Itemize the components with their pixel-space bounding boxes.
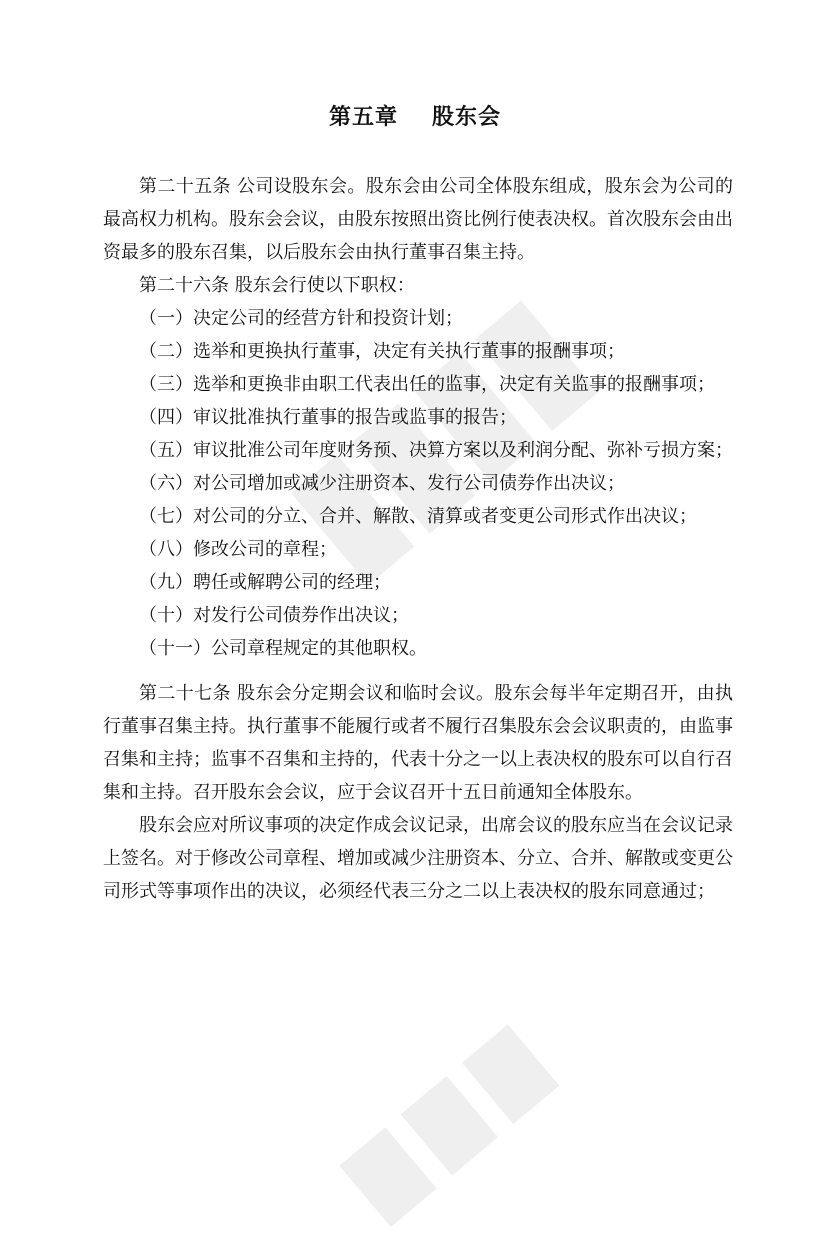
article-25: 第二十五条 公司设股东会。股东会由公司全体股东组成，股东会为公司的最高权力机构。股东会会议，由股东按照出资比例行使表决权。首次股东会由出资最多的股东召集，以后股东会由执行董事召集主持。 — [103, 176, 733, 263]
article-26-heading: 第二十六条 股东会行使以下职权： — [139, 275, 415, 296]
chapter-title — [0, 100, 830, 131]
document-body — [103, 170, 733, 908]
watermark-logo-bottom — [319, 951, 641, 1249]
article-26-item: （四）审议批准执行董事的报告或监事的报告； — [139, 407, 517, 428]
article-26-item: （二）选举和更换执行董事，决定有关执行董事的报酬事项； — [139, 341, 625, 362]
article-26-item: （三）选举和更换非由职工代表出任的监事，决定有关监事的报酬事项； — [139, 374, 715, 395]
article-26-item: （一）决定公司的经营方针和投资计划； — [139, 308, 463, 329]
article-27: 第二十七条 股东会分定期会议和临时会议。股东会每半年定期召开，由执行董事召集主持。执行董事不能履行或者不履行召集股东会会议职责的，由监事召集和主持；监事不召集和主持的，代表十分之一以上表决权的股东可以自行召集和主持。召开股东会会议，应于会议召开十五日前通知全体股东。 — [103, 683, 733, 803]
article-26-item: （六）对公司增加或减少注册资本、发行公司债券作出决议； — [139, 473, 625, 494]
article-26-item: （五）审议批准公司年度财务预、决算方案以及利润分配、弥补亏损方案； — [139, 440, 733, 461]
chapter-number: 第五章 — [328, 105, 398, 130]
article-27-paragraph-2: 股东会应对所议事项的决定作成会议记录，出席会议的股东应当在会议记录上签名。对于修改公司章程、增加或减少注册资本、分立、合并、解散或变更公司形式等事项作出的决议，必须经代表三分之二以上表决权的股东同意通过； — [103, 815, 733, 902]
article-26-item: （十）对发行公司债券作出决议； — [139, 605, 409, 626]
article-26-item: （九）聘任或解聘公司的经理； — [139, 572, 391, 593]
article-26-item: （十一）公司章程规定的其他职权。 — [139, 638, 427, 659]
article-26-item: （七）对公司的分立、合并、解散、清算或者变更公司形式作出决议； — [139, 506, 697, 527]
article-26-item: （八）修改公司的章程； — [139, 539, 337, 560]
chapter-name: 股东会 — [432, 105, 502, 130]
